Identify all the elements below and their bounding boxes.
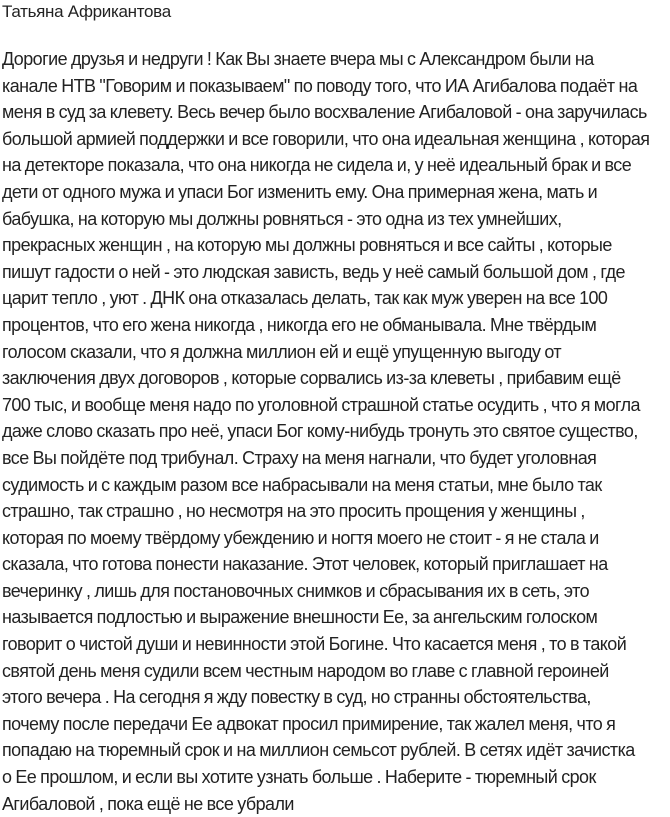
post-line: царит тепло , уют . ДНК она отказалась делать, так как муж уверен на все 100 bbox=[2, 288, 608, 309]
post-line: судимость и с каждым разом все набрасывали на меня статьи, мне было так bbox=[2, 474, 602, 495]
post-line: сказала, что готова понести наказание. Этот человек, который приглашает на bbox=[2, 554, 608, 575]
author-name: Татьяна Африкантова bbox=[2, 2, 171, 21]
post-line: страшно, так страшно , но несмотря на это просить прощения у женщины , bbox=[2, 501, 585, 522]
post-line: меня в суд за клевету. Весь вечер было восхваление Агибаловой - она заручилась bbox=[2, 102, 647, 123]
post-line: даже слово сказать про неё, упаси Бог кому-нибудь тронуть это святое существо, bbox=[2, 421, 638, 442]
post-line: говорит о чистой души и невинности этой Богине. Что касается меня , то в такой bbox=[2, 634, 627, 655]
post-line: которая по моему твёрдому убеждению и ногтя моего не стоит - я не стала и bbox=[2, 527, 599, 548]
post-line: попадаю на тюремный срок и на миллион семьсот рублей. В сетях идёт зачистка bbox=[2, 740, 635, 761]
post-line: почему после передачи Ее адвокат просил примирение, так жалел меня, что я bbox=[2, 713, 616, 734]
post-line: называется подлостью и выражение внешности Ее, за ангельским голоском bbox=[2, 607, 598, 628]
post-body bbox=[2, 46, 668, 817]
post-line: Агибаловой , пока ещё не все убрали bbox=[2, 793, 294, 814]
post-line: вечеринку , лишь для постановочных снимков и сбрасывания их в сеть, это bbox=[2, 580, 590, 601]
post-line: о Ее прошлом, и если вы хотите узнать больше . Наберите - тюремный срок bbox=[2, 767, 596, 788]
post-line: процентов, что его жена никогда , никогда его не обманывала. Мне твёрдым bbox=[2, 314, 597, 335]
post-line: заключения двух договоров , которые сорвались из-за клеветы , прибавим ещё bbox=[2, 368, 621, 389]
post-line: большой армией поддержки и все говорили, что она идеальная женщина , которая bbox=[2, 128, 650, 149]
post-line: бабушка, на которую мы должны ровняться - это одна из тех умнейших, bbox=[2, 208, 562, 229]
post-line: канале НТВ "Говорим и показываем" по поводу того, что ИА Агибалова подаёт на bbox=[2, 75, 638, 96]
post-line: Дорогие друзья и недруги ! Как Вы знаете вчера мы с Александром были на bbox=[2, 49, 594, 69]
post-line: дети от одного мужа и упаси Бог изменить ему. Она примерная жена, мать и bbox=[2, 181, 598, 202]
post-line: пишут гадости о ней - это людская зависть, ведь у неё самый большой дом , где bbox=[2, 261, 625, 282]
post-line: святой день меня судили всем честным народом во главе с главной героиней bbox=[2, 660, 609, 681]
post-line: голосом сказали, что я должна миллион ей и ещё упущенную выгоду от bbox=[2, 341, 562, 362]
post-line: этого вечера . На сегодня я жду повестку в суд, но странны обстоятельства, bbox=[2, 687, 591, 708]
post-line: все Вы пойдёте под трибунал. Страху на меня нагнали, что будет уголовная bbox=[2, 447, 597, 468]
post-line: на детекторе показала, что она никогда не сидела и, у неё идеальный брак и все bbox=[2, 155, 632, 176]
post-line: 700 тыс, и вообще меня надо по уголовной страшной статье осудить , что я могла bbox=[2, 394, 640, 415]
post-line: прекрасных женщин , на которую мы должны ровняться и все сайты , которые bbox=[2, 235, 612, 256]
